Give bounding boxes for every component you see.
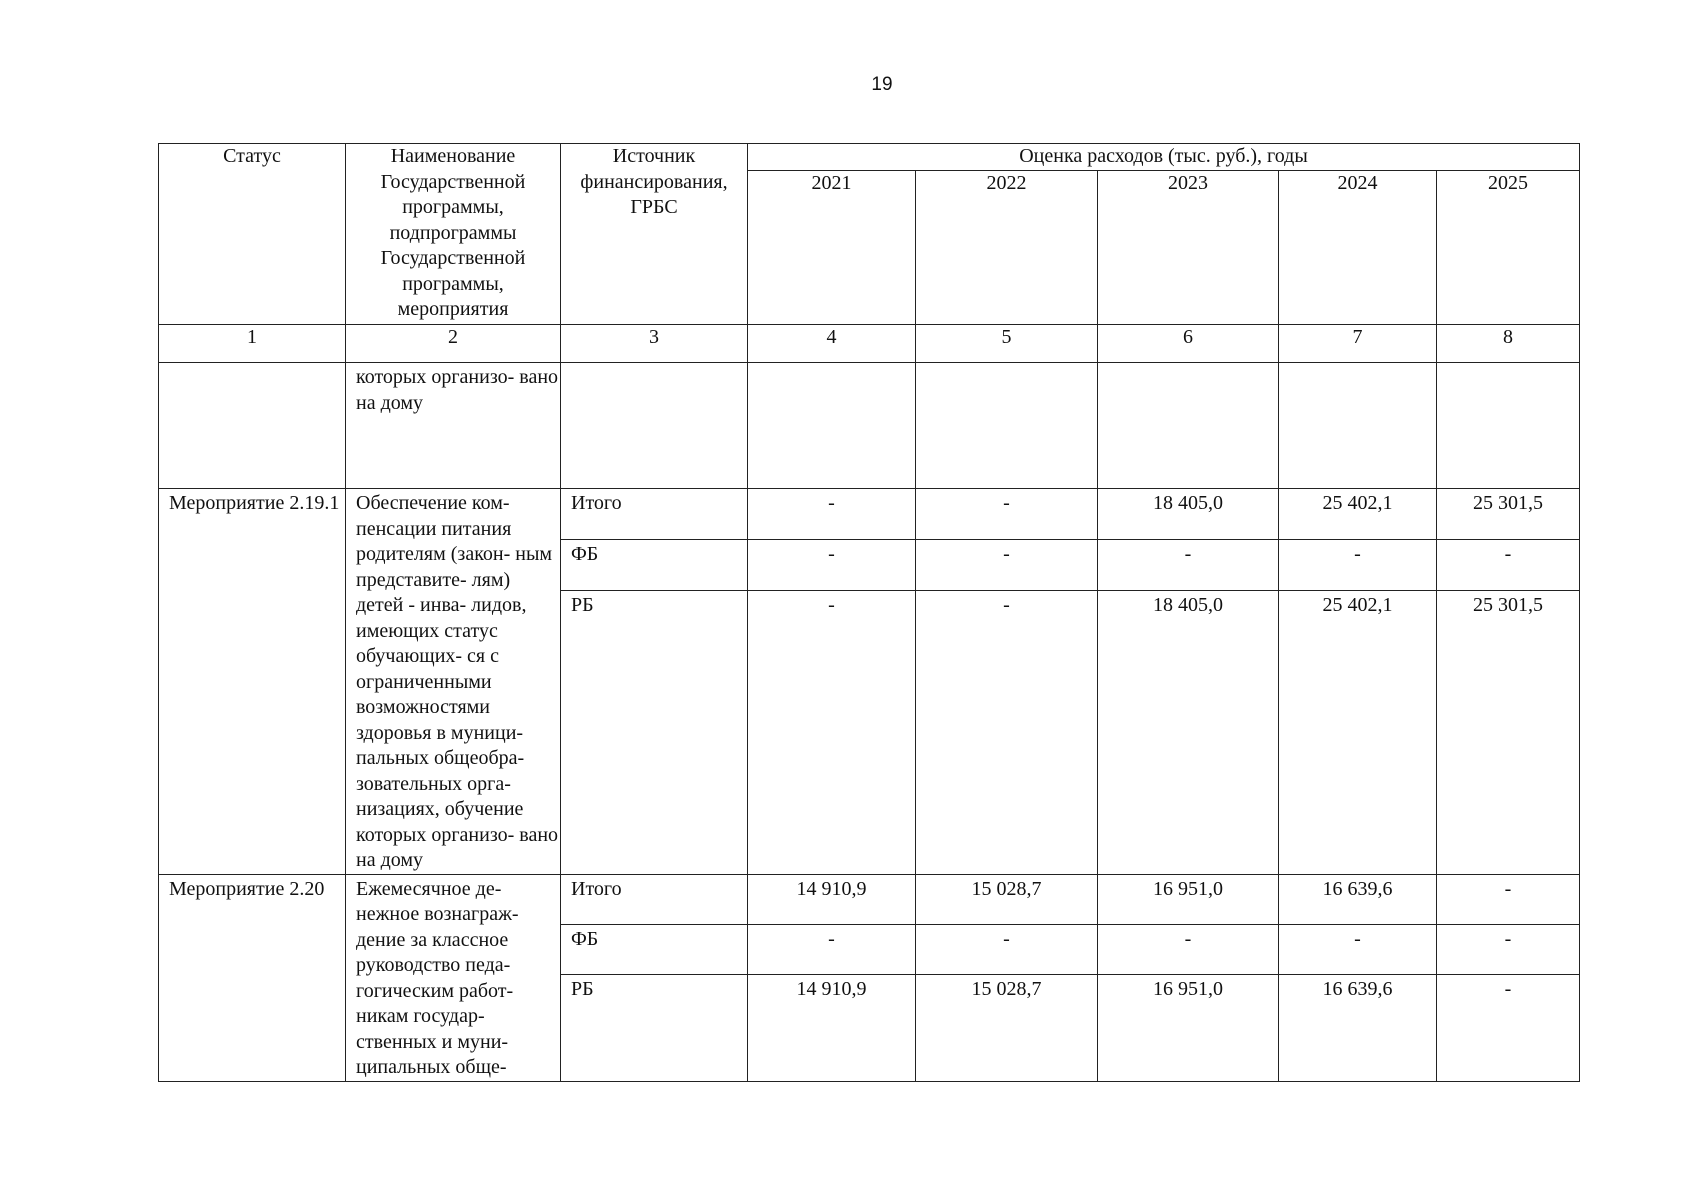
value-cell: - [748,924,916,974]
source-cell: ФБ [561,540,748,591]
value-cell: - [1098,924,1279,974]
name-cell: которых организо- вано на дому [346,363,561,489]
source-cell: Итого [561,489,748,540]
value-cell: - [1098,540,1279,591]
page-number: 19 [871,74,893,95]
status-cell: Мероприятие 2.20 [159,874,346,1081]
value-cell: - [1279,540,1437,591]
value-cell: - [748,540,916,591]
table-row [159,489,1580,540]
empty-cell [916,363,1098,489]
value-cell: 18 405,0 [1098,591,1279,874]
table-row [159,874,1580,924]
name-cell: Обеспечение ком- пенсации питания родителям (закон- ным представите- лям) детей - инва- лидов, имеющих статус обучающих- ся с ограниченными возможностями здоровья в муници- пальных общеобра- зовательных орга- низациях, обучение которых организо- вано на дому [346,489,561,875]
name-cell: Ежемесячное де- нежное вознаграж- дение за классное руководство педа- гогическим работ- никам государ- ственных и муни- ципальных обще- [346,874,561,1081]
column-number: 3 [561,325,748,363]
empty-cell [1437,363,1580,489]
empty-cell [748,363,916,489]
value-cell: 25 301,5 [1437,489,1580,540]
column-number: 2 [346,325,561,363]
source-cell: ФБ [561,924,748,974]
value-cell: 25 301,5 [1437,591,1580,874]
source-cell: РБ [561,591,748,874]
value-cell: - [1437,874,1580,924]
value-cell: 16 639,6 [1279,974,1437,1081]
value-cell: 16 951,0 [1098,974,1279,1081]
value-cell: 15 028,7 [916,874,1098,924]
column-number: 5 [916,325,1098,363]
value-cell: 25 402,1 [1279,489,1437,540]
source-cell: Итого [561,874,748,924]
column-number: 7 [1279,325,1437,363]
value-cell: 25 402,1 [1279,591,1437,874]
column-number: 4 [748,325,916,363]
header-status: Статус [159,144,346,325]
header-year: 2025 [1437,171,1580,325]
source-cell: РБ [561,974,748,1081]
header-year: 2024 [1279,171,1437,325]
value-cell: - [1279,924,1437,974]
budget-table [158,143,1580,1082]
header-expenses: Оценка расходов (тыс. руб.), годы [748,144,1580,171]
column-number: 6 [1098,325,1279,363]
status-cell: Мероприятие 2.19.1 [159,489,346,875]
header-name: Наименование Государственной программы, подпрограммы Государственной программы, мероприятия [346,144,561,325]
value-cell: - [1437,924,1580,974]
header-year: 2022 [916,171,1098,325]
value-cell: - [748,591,916,874]
column-number: 1 [159,325,346,363]
value-cell: - [1437,540,1580,591]
header-year: 2023 [1098,171,1279,325]
value-cell: 18 405,0 [1098,489,1279,540]
empty-cell [1279,363,1437,489]
value-cell: 16 951,0 [1098,874,1279,924]
value-cell: - [916,540,1098,591]
value-cell: - [748,489,916,540]
value-cell: 14 910,9 [748,974,916,1081]
value-cell: 15 028,7 [916,974,1098,1081]
status-cell [159,363,346,489]
empty-cell [1098,363,1279,489]
header-year: 2021 [748,171,916,325]
value-cell: 14 910,9 [748,874,916,924]
empty-cell [561,363,748,489]
value-cell: - [916,591,1098,874]
column-number: 8 [1437,325,1580,363]
table-row [159,363,1580,489]
value-cell: - [1437,974,1580,1081]
value-cell: 16 639,6 [1279,874,1437,924]
value-cell: - [916,489,1098,540]
value-cell: - [916,924,1098,974]
header-source: Источник финансирования, ГРБС [561,144,748,325]
